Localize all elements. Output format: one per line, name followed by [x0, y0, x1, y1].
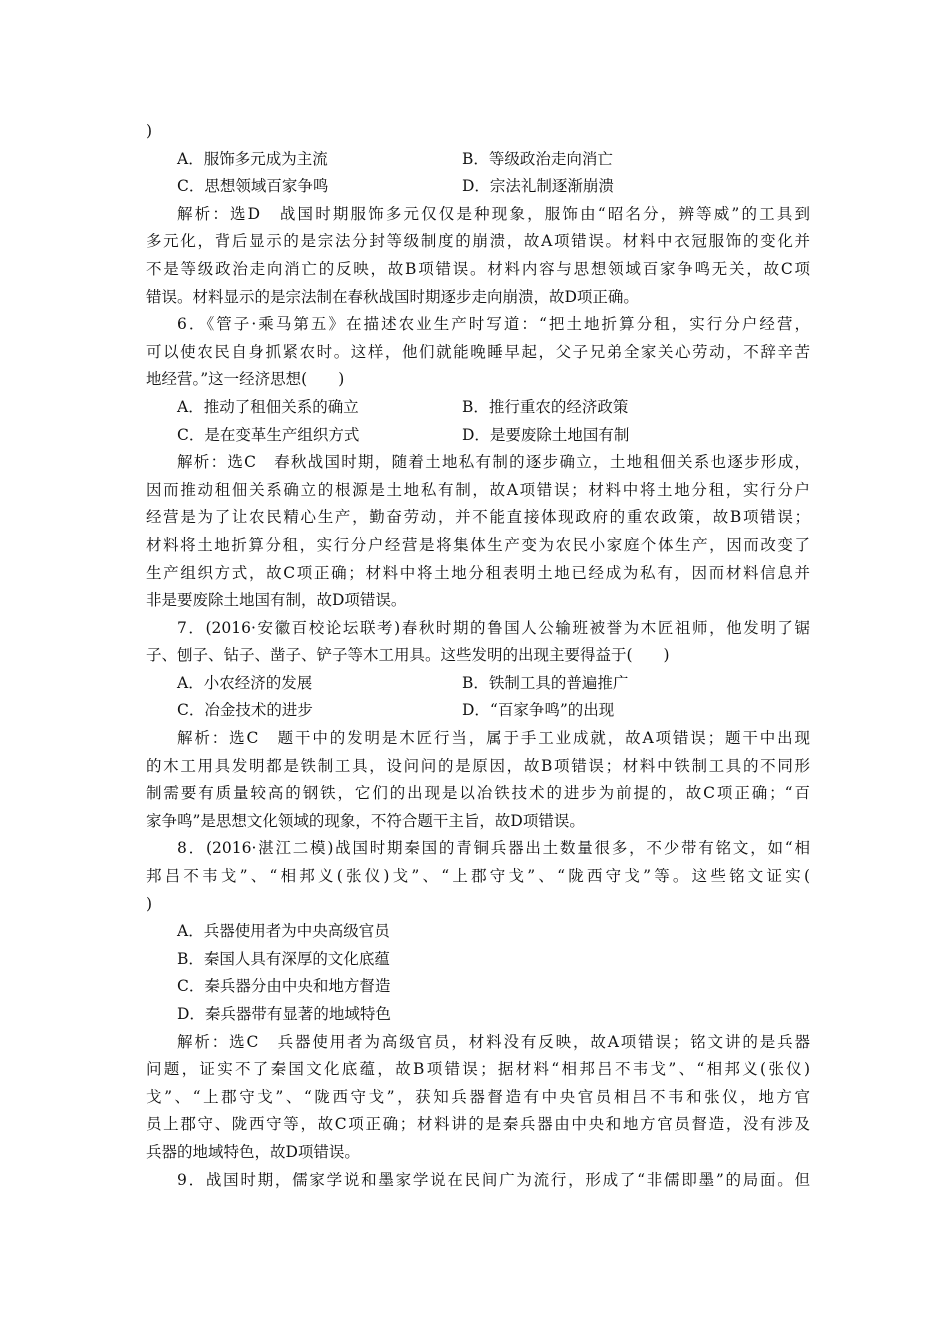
q7-analysis-line-1: 解析：选C 题干中的发明是木匠行当，属于手工业成就，故A项错误；题干中出现 [177, 729, 810, 748]
q6-option-b: B．推行重农的经济政策 [462, 397, 629, 416]
q8-stem-line-3: ) [146, 894, 153, 913]
q6-option-c: C．是在变革生产组织方式 [177, 425, 360, 444]
q5-options-row-1 [146, 146, 810, 174]
q5-stem-tail: ) [146, 122, 153, 140]
q7-option-b: B．铁制工具的普遍推广 [462, 673, 629, 692]
q8-option-b: B．秦国人具有深厚的文化底蕴 [177, 949, 390, 968]
q8-analysis-line-4: 员上郡守、陇西守等，故C项正确；材料讲的是秦兵器由中央和地方官员督造，没有涉及 [146, 1115, 810, 1134]
q5-option-d: D．宗法礼制逐渐崩溃 [462, 177, 614, 196]
q8-stem-line-2: 邦吕不韦戈”、“相邦义(张仪)戈”、“上郡守戈”、“陇西守戈”等。这些铭文证实( [146, 867, 810, 886]
q7-stem-line-2: 子、刨子、钻子、凿子、铲子等木工用具。这些发明的出现主要得益于( ) [146, 646, 670, 665]
q6-stem-line-3: 地经营。”这一经济思想( ) [146, 370, 345, 389]
q8-analysis-line-1: 解析：选C 兵器使用者为高级官员，材料没有反映，故A项错误；铭文讲的是兵器 [177, 1032, 810, 1051]
q5-option-c: C．思想领域百家争鸣 [177, 177, 329, 196]
q7-options-row-1 [146, 670, 810, 698]
q8-option-a: A．兵器使用者为中央高级官员 [177, 922, 390, 941]
q7-option-c: C．冶金技术的进步 [177, 701, 313, 720]
q6-analysis-line-2: 因而推动租佃关系确立的根源是土地私有制，故A项错误；材料中将土地分租，实行分户 [146, 480, 810, 499]
q8-stem-line-1: 8．(2016·湛江二模)战国时期秦国的青铜兵器出土数量很多，不少带有铭文，如“相 [177, 839, 810, 858]
q8-analysis-line-5: 兵器的地域特色，故D项错误。 [146, 1142, 360, 1161]
q7-analysis-line-3: 制需要有质量较高的钢铁，它们的出现是以冶铁技术的进步为前提的，故C项正确；“百 [146, 784, 810, 803]
q8-analysis-line-2: 问题，证实不了秦国文化底蕴，故B项错误；据材料“相邦吕不韦戈”、“相邦义(张仪) [146, 1060, 810, 1079]
q6-analysis-line-6: 非是要废除土地国有制，故D项错误。 [146, 591, 407, 610]
q6-options-row-2 [146, 422, 810, 450]
q7-analysis-line-4: 家争鸣”是思想文化领域的现象，不符合题干主旨，故D项错误。 [146, 811, 585, 830]
q8-option-c: C．秦兵器分由中央和地方督造 [177, 977, 391, 996]
q6-options-row-1 [146, 394, 810, 422]
q5-analysis-line-4: 错误。材料显示的是宗法制在春秋战国时期逐步走向崩溃，故D项正确。 [146, 287, 639, 306]
q7-options-row-2 [146, 697, 810, 725]
q5-options-row-2 [146, 173, 810, 201]
q6-stem-line-1: 6．《管子·乘马第五》在描述农业生产时写道：“把土地折算分租，实行分户经营， [177, 315, 810, 334]
q6-analysis-line-1: 解析：选C 春秋战国时期，随着土地私有制的逐步确立，土地租佃关系也逐步形成， [177, 453, 810, 472]
document-body [146, 118, 810, 1194]
q6-option-d: D．是要废除土地国有制 [462, 425, 630, 444]
q6-analysis-line-3: 经营是为了让农民精心生产，勤奋劳动，并不能直接体现政府的重农政策，故B项错误； [146, 508, 810, 527]
q5-option-b: B．等级政治走向消亡 [462, 149, 613, 168]
q5-analysis-line-1: 解析：选D 战国时期服饰多元仅仅是种现象，服饰由“昭名分，辨等威”的工具到 [177, 204, 810, 223]
q8-analysis-line-3: 戈”、“上郡守戈”、“陇西守戈”，获知兵器督造有中央官员相吕不韦和张仪，地方官 [146, 1087, 810, 1106]
q8-option-d: D．秦兵器带有显著的地域特色 [177, 1005, 391, 1023]
q5-analysis-line-3: 不是等级政治走向消亡的反映，故B项错误。材料内容与思想领域百家争鸣无关，故C项 [146, 259, 810, 278]
q9-stem-line-1: 9．战国时期，儒家学说和墨家学说在民间广为流行，形成了“非儒即墨”的局面。但 [177, 1170, 810, 1189]
q7-option-d: D．“百家争鸣”的出现 [462, 701, 615, 720]
q6-stem-line-2: 可以使农民自身抓紧农时。这样，他们就能晚睡早起，父子兄弟全家关心劳动，不辞辛苦 [146, 342, 810, 361]
q5-option-a: A．服饰多元成为主流 [177, 149, 328, 168]
q6-analysis-line-4: 材料将土地折算分租，实行分户经营是将集体生产变为农民小家庭个体生产，因而改变了 [146, 535, 810, 554]
q7-analysis-line-2: 的木工用具发明都是铁制工具，设问问的是原因，故B项错误；材料中铁制工具的不同形 [146, 756, 810, 775]
q7-option-a: A．小农经济的发展 [177, 673, 313, 692]
q5-analysis-line-2: 多元化，背后显示的是宗法分封等级制度的崩溃，故A项错误。材料中衣冠服饰的变化并 [146, 232, 810, 251]
q6-analysis-line-5: 生产组织方式，故C项正确；材料中将土地分租表明土地已经成为私有，因而材料信息并 [146, 563, 810, 582]
q6-option-a: A．推动了租佃关系的确立 [177, 397, 359, 416]
q7-stem-line-1: 7．(2016·安徽百校论坛联考)春秋时期的鲁国人公输班被誉为木匠祖师，他发明了锯 [177, 618, 810, 637]
